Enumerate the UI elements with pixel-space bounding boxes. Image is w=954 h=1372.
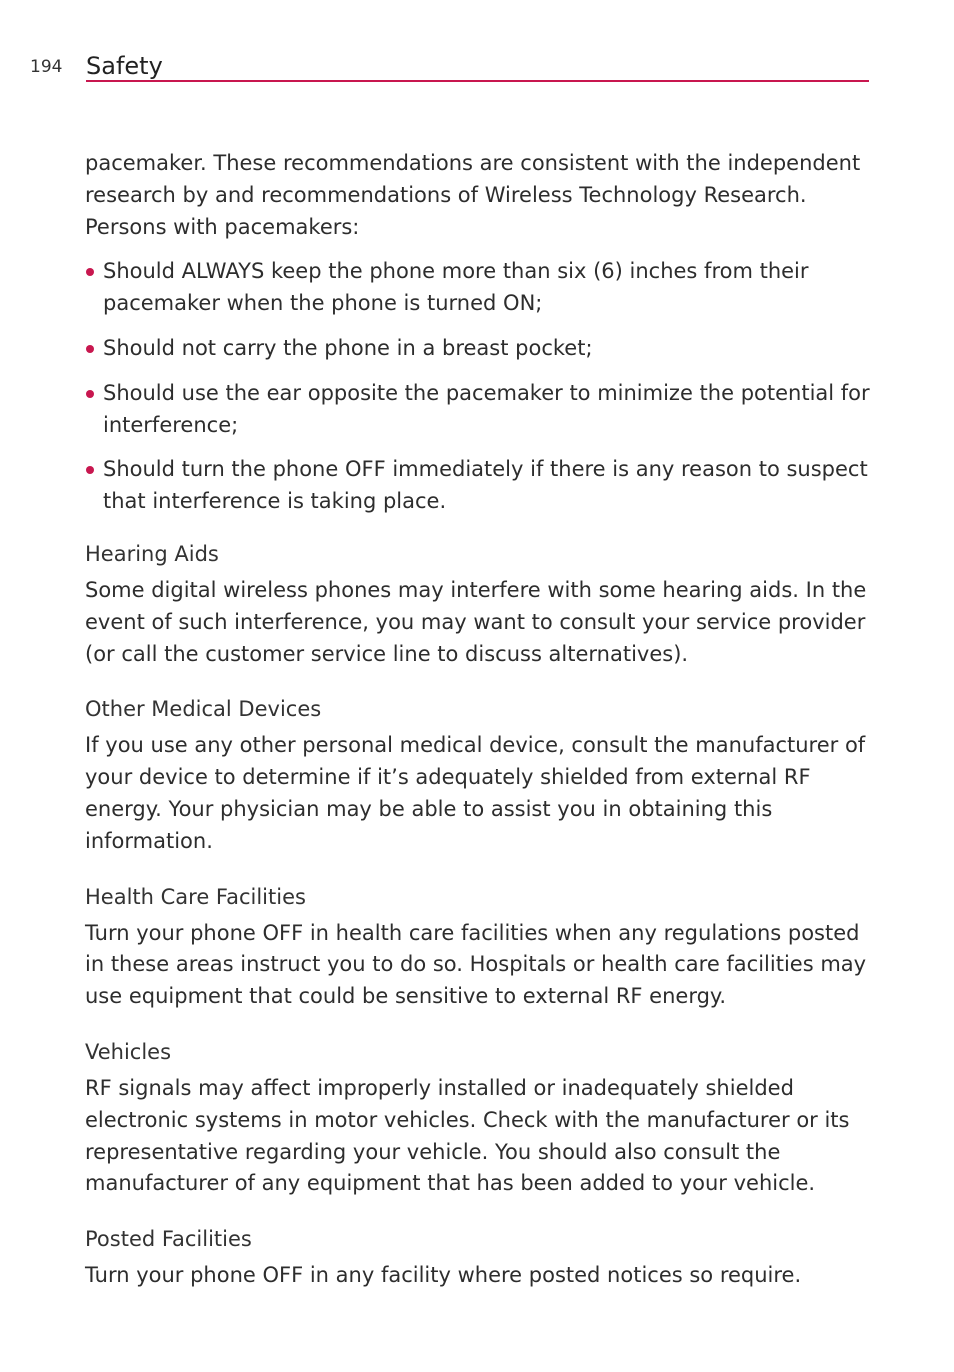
heading-posted-facilities: Posted Facilities <box>85 1227 252 1252</box>
page-header <box>0 0 954 90</box>
bullet-dot-icon <box>86 390 94 398</box>
bullet-item <box>85 333 875 365</box>
paragraph-other-medical-devices: If you use any other personal medical device, consult the manufacturer of your device to determine if it’s adequately shielded from external RF energy. Your physician may be able to assist you in obtaining this information. <box>85 733 866 853</box>
paragraph-vehicles: RF signals may affect improperly installed or inadequately shielded electronic systems in motor vehicles. Check with the manufacturer or its representative regarding your vehicle. You should also consult the manufacturer of any equipment that has been added to your vehicle. <box>85 1075 850 1196</box>
bullet-text: Should not carry the phone in a breast pocket; <box>103 335 593 360</box>
paragraph-posted-facilities: Turn your phone OFF in any facility where posted notices so require. <box>85 1263 802 1288</box>
bullet-text: Should turn the phone OFF immediately if there is any reason to suspect that interference is taking place. <box>103 457 868 514</box>
heading-hearing-aids: Hearing Aids <box>85 541 219 566</box>
bullet-item <box>85 454 875 518</box>
page-number: 194 <box>30 57 63 77</box>
page-content <box>85 148 875 1292</box>
bullet-dot-icon <box>86 466 94 474</box>
heading-other-medical-devices: Other Medical Devices <box>85 697 322 722</box>
section-title: Safety <box>86 52 163 80</box>
bullet-item <box>85 256 875 320</box>
header-rule <box>86 80 869 82</box>
paragraph-hearing-aids: Some digital wireless phones may interfere with some hearing aids. In the event of such interference, you may want to consult your service provider (or call the customer service line to discuss alternatives). <box>85 577 867 666</box>
pacemaker-bullet-list <box>85 256 875 518</box>
heading-vehicles: Vehicles <box>85 1039 172 1064</box>
bullet-dot-icon <box>86 345 94 353</box>
heading-health-care-facilities: Health Care Facilities <box>85 884 306 909</box>
bullet-item <box>85 378 875 442</box>
intro-paragraph: pacemaker. These recommendations are consistent with the independent research by and recommendations of Wireless Technology Research. Persons with pacemakers: <box>85 151 861 239</box>
bullet-dot-icon <box>86 268 94 276</box>
bullet-text: Should use the ear opposite the pacemaker to minimize the potential for interference; <box>103 380 870 437</box>
paragraph-health-care-facilities: Turn your phone OFF in health care facilities when any regulations posted in these areas instruct you to do so. Hospitals or health care facilities may use equipment that could be sensitive to external RF energy. <box>85 920 867 1009</box>
bullet-text: Should ALWAYS keep the phone more than six (6) inches from their pacemaker when the phone is turned ON; <box>103 259 809 316</box>
